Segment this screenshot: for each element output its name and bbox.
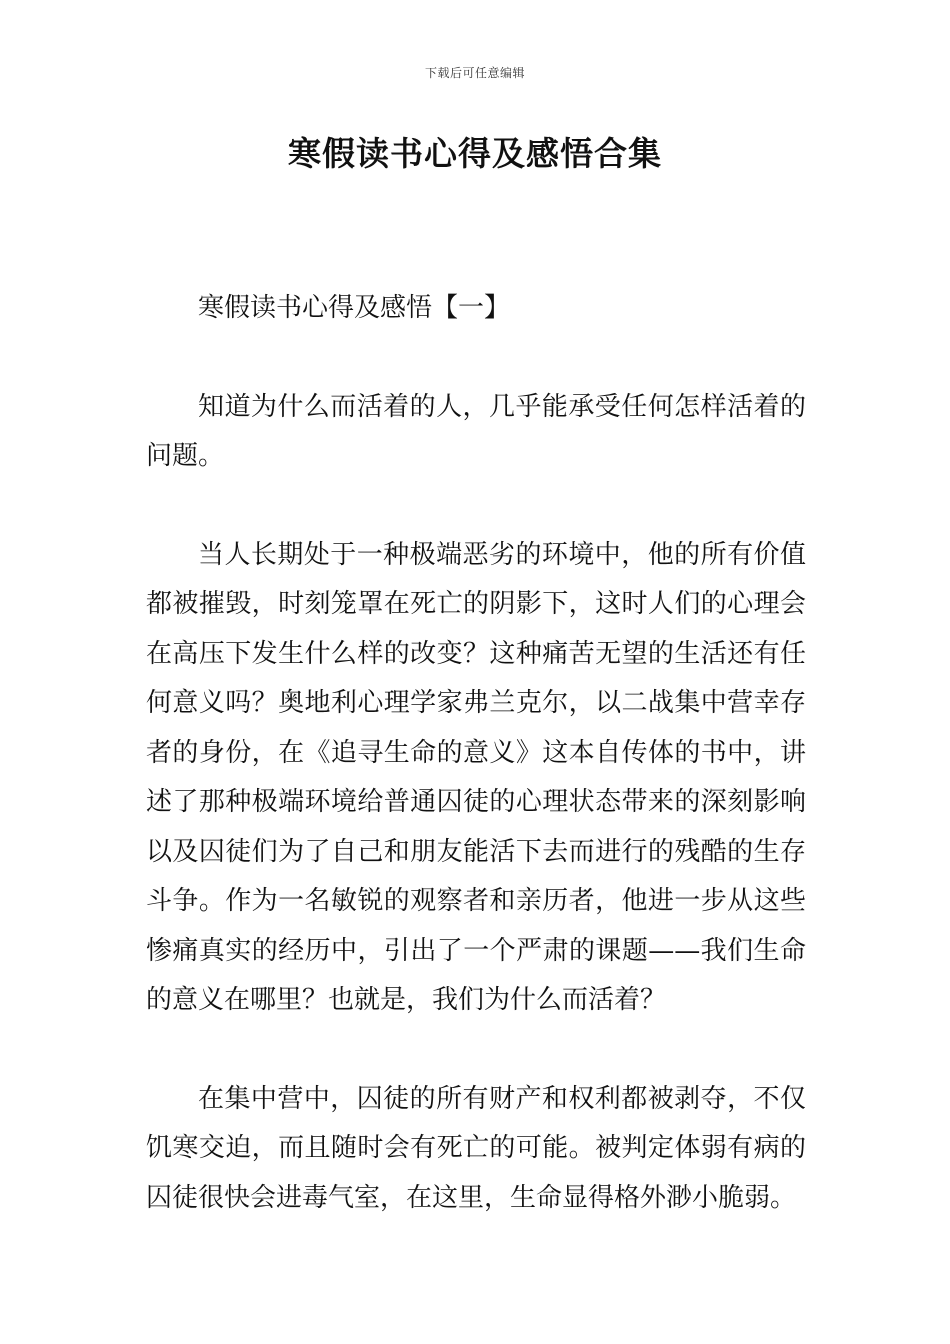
header-note: 下载后可任意编辑 [424, 66, 525, 80]
paragraph-2: 当人长期处于一种极端恶劣的环境中，他的所有价值都被摧毁，时刻笼罩在死亡的阴影下，这时人们的心理会在高压下发生什么样的改变？这种痛苦无望的生活还有任何意义吗？奥地利心理学家弗兰克尔，以二战集中营幸存者的身份，在《追寻生命的意义》这本自传体的书中，讲述了那种极端环境给普通囚徒的心理状态带来的深刻影响以及囚徒们为了自己和朋友能活下去而进行的残酷的生存斗争。作为一名敏锐的观察者和亲历者，他进一步从这些惨痛真实的经历中，引出了一个严肃的课题——我们生命的意义在哪里？也就是，我们为什么而活着？ [146, 539, 806, 1015]
paragraph-1: 知道为什么而活着的人，几乎能承受任何怎样活着的问题。 [146, 391, 806, 471]
section-heading: 寒假读书心得及感悟【一】 [198, 293, 511, 323]
paragraph-3: 在集中营中，囚徒的所有财产和权利都被剥夺，不仅饥寒交迫，而且随时会有死亡的可能。被判定体弱有病的囚徒很快会进毒气室，在这里，生命显得格外渺小脆弱。 [146, 1083, 806, 1213]
document-title: 寒假读书心得及感悟合集 [288, 134, 662, 173]
document-body [146, 284, 806, 1272]
